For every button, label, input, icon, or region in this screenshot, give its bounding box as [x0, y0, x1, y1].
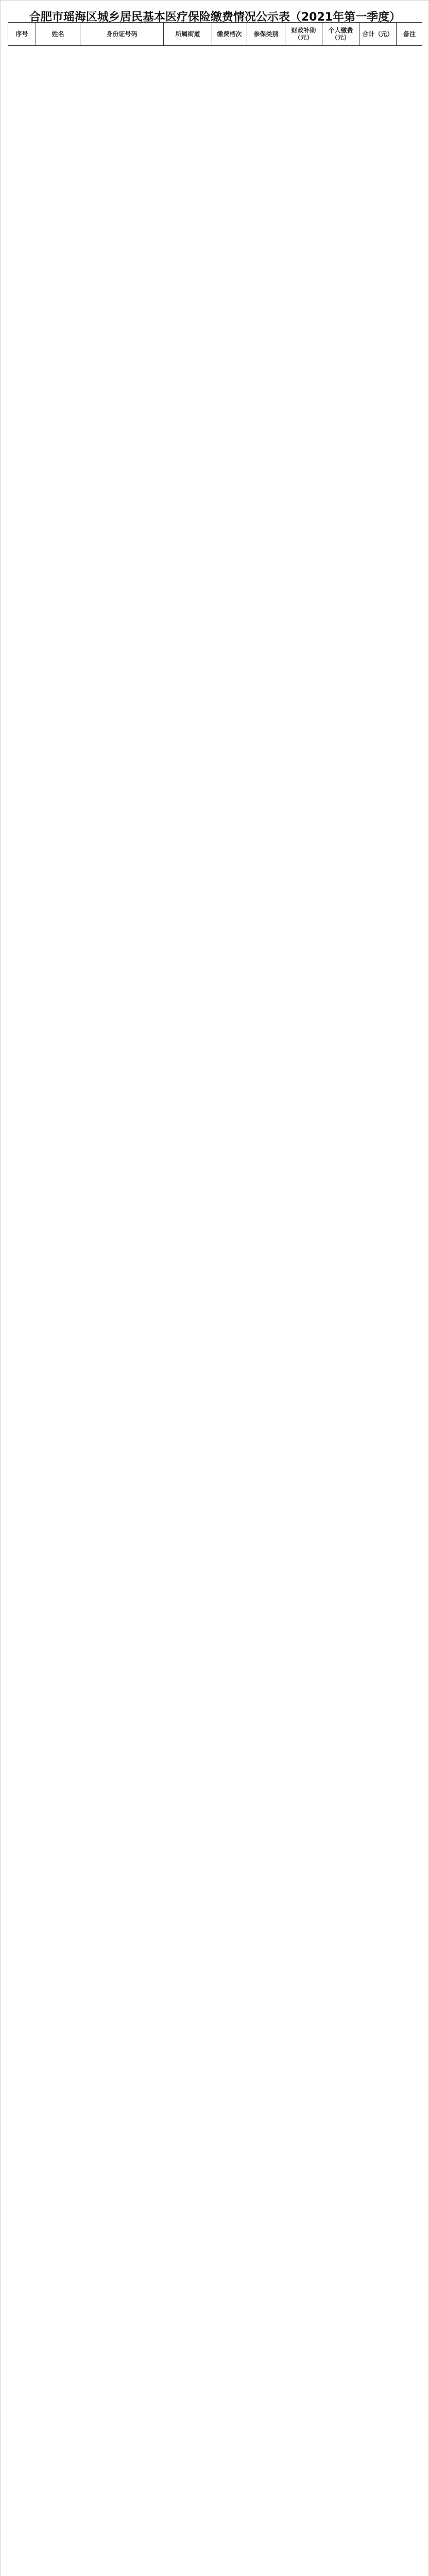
header-row — [8, 23, 423, 46]
table-header — [8, 23, 423, 46]
table-scroll-region[interactable] — [8, 22, 422, 2576]
column-header: 参保类别 — [247, 23, 285, 46]
column-header: 财政补助（元） — [285, 23, 322, 46]
column-header: 姓名 — [36, 23, 80, 46]
column-header: 缴费档次 — [212, 23, 247, 46]
column-header: 个人缴费（元） — [322, 23, 359, 46]
column-header: 合计（元） — [359, 23, 397, 46]
column-header: 所属街道 — [164, 23, 212, 46]
page-title: 合肥市瑶海区城乡居民基本医疗保险缴费情况公示表（2021年第一季度） — [29, 11, 401, 24]
column-header: 序号 — [8, 23, 36, 46]
data-table — [8, 22, 422, 46]
column-header: 备注 — [397, 23, 423, 46]
column-header: 身份证号码 — [80, 23, 164, 46]
